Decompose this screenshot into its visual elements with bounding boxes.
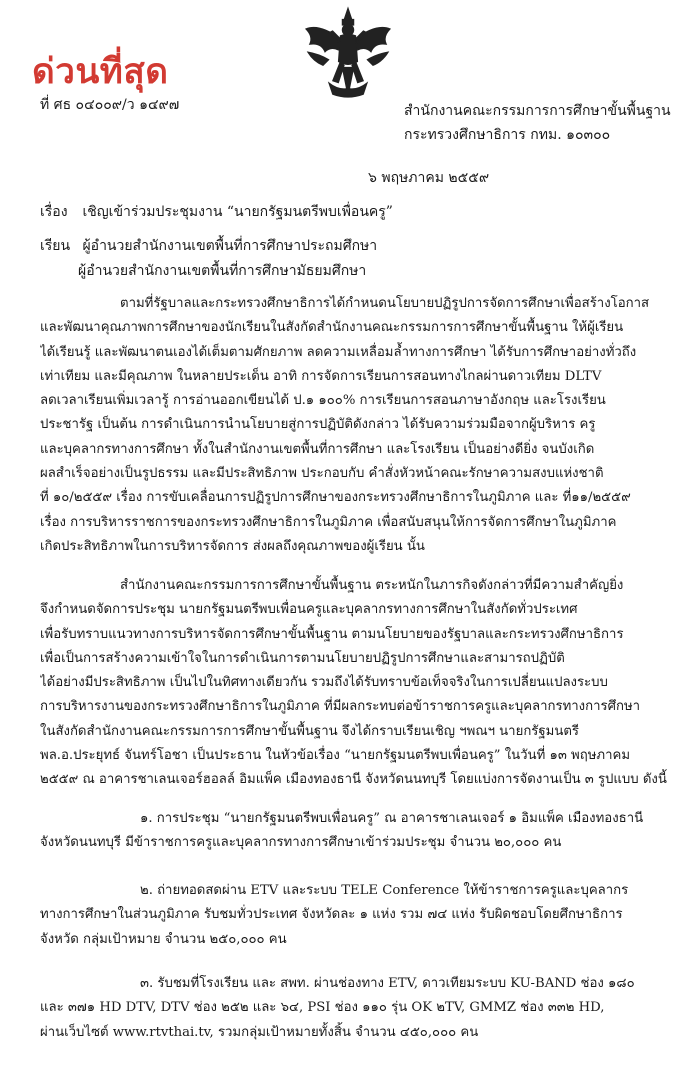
subject-row (40, 201, 393, 223)
recipient-line-1: ผู้อำนวยสำนักงานเขตพื้นที่การศึกษาประถมศึกษา (82, 238, 378, 254)
paragraph-line: จึงกำหนดจัดการประชุม นายกรัฐมนตรีพบเพื่อนครูและบุคลากรทางการศึกษาในสังกัดทั่วประเทศ (40, 602, 578, 618)
paragraph-line: เพื่อเป็นการสร้างความเข้าใจในการดำเนินการตามนโยบายปฏิรูปการศึกษาและสามารถปฏิบัติ (40, 650, 565, 666)
paragraph-line: และบุคลากรทางการศึกษา ทั้งในสำนักงานเขตพื้นที่การศึกษา และโรงเรียน เป็นอย่างดียิ่ง จนบังเกิด (40, 441, 595, 457)
paragraph-line: ได้อย่างมีประสิทธิภาพ เป็นไปในทิศทางเดียวกัน รวมถึงได้รับทราบข้อเท็จจริงในการเปลี่ยนแปลงระบบ (40, 675, 608, 691)
urgency-stamp: ด่วนที่สุด (32, 52, 169, 92)
list-item-line: และ ๓๗๑ HD DTV, DTV ช่อง ๒๕๒ และ ๖๔, PSI ช่อง ๑๑๐ รุ่น OK ๒TV, GMMZ ช่อง ๓๓๒ HD, (40, 1000, 605, 1016)
body-paragraph-1 (40, 292, 672, 559)
list-item-line: ทางการศึกษาในส่วนภูมิภาค รับชมทั่วประเทศ จังหวัดละ ๑ แห่ง รวม ๗๔ แห่ง รับผิดชอบโดยศึกษาธิการ (40, 907, 623, 923)
paragraph-line: ตามที่รัฐบาลและกระทรวงศึกษาธิการได้กำหนดนโยบายปฏิรูปการจัดการศึกษาเพื่อสร้างโอกาส (120, 296, 650, 311)
paragraph-line: ที่ ๑๐/๒๕๕๙ เรื่อง การขับเคลื่อนการปฏิรูปการศึกษาของกระทรวงศึกษาธิการในภูมิภาค และ ที่๑๑/๒๕๕๙ (40, 490, 631, 506)
paragraph-line: เกิดประสิทธิภาพในการบริหารจัดการ ส่งผลถึงคุณภาพของผู้เรียน นั้น (40, 538, 425, 554)
recipient-row (40, 235, 377, 257)
paragraph-line: พล.อ.ประยุทธ์ จันทร์โอชา เป็นประธาน ในหัวข้อเรื่อง “นายกรัฐมนตรีพบเพื่อนครู” ในวันที่ ๑๓ พฤษภาคม (40, 748, 631, 764)
paragraph-line: และพัฒนาคุณภาพการศึกษาของนักเรียนในสังกัดสำนักงานคณะกรรมการการศึกษาขั้นพื้นฐาน ให้ผู้เรียน (40, 320, 624, 336)
list-item-3 (40, 972, 672, 1045)
paragraph-line: สำนักงานคณะกรรมการการศึกษาขั้นพื้นฐาน ตระหนักในภารกิจดังกล่าวที่มีความสำคัญยิ่ง (120, 578, 624, 593)
paragraph-line: เรื่อง การบริหารราชการของกระทรวงศึกษาธิการในภูมิภาค เพื่อสนับสนุนให้การจัดการศึกษาในภูมิภาค (40, 514, 617, 530)
paragraph-line: ลดเวลาเรียนเพิ่มเวลารู้ การอ่านออกเขียนได้ ป.๑ ๑๐๐% การเรียนการสอนภาษาอังกฤษ และโรงเรียน (40, 393, 606, 409)
paragraph-line: เท่าเทียม และมีคุณภาพ ในหลายประเด็น อาทิ การจัดการเรียนการสอนทางไกลผ่านดาวเทียม DLTV (40, 368, 602, 384)
list-item-line: ผ่านเว็บไซต์ www.rtvthai.tv, รวมกลุ่มเป้าหมายทั้งสิ้น จำนวน ๔๕๐,๐๐๐ คน (40, 1024, 479, 1040)
agency-location: กระทรวงศึกษาธิการ กทม. ๑๐๓๐๐ (404, 127, 611, 143)
paragraph-line: ประชารัฐ เป็นต้น การดำเนินการนำนโยบายสู่การปฏิบัติดังกล่าว ได้รับความร่วมมือจากผู้บริหาร ครู (40, 417, 596, 433)
list-item-2 (40, 879, 672, 952)
list-item-1 (40, 807, 672, 856)
paragraph-line: ผลสำเร็จอย่างเป็นรูปธรรม และมีประสิทธิภาพ ประกอบกับ คำสั่งหัวหน้าคณะรักษาความสงบแห่งชาติ (40, 466, 604, 482)
paragraph-line: การบริหารงานของกระทรวงศึกษาธิการในภูมิภาค ที่มีผลกระทบต่อข้าราชการครูและบุคลากรทางการศึกษา (40, 699, 641, 715)
agency-address (404, 99, 671, 147)
document-date: ๖ พฤษภาคม ๒๕๕๙ (368, 170, 490, 186)
paragraph-line: ในสังกัดสำนักงานคณะกรรมการการศึกษาขั้นพื้นฐาน จึงได้กราบเรียนเชิญ ฯพณฯ นายกรัฐมนตรี (40, 723, 580, 739)
subject-label: เรื่อง (40, 204, 68, 220)
list-item-line: ๑. การประชุม “นายกรัฐมนตรีพบเพื่อนครู” ณ อาคารชาเลนเจอร์ ๑ อิมแพ็ค เมืองทองธานี (140, 811, 644, 826)
recipient-line-2: ผู้อำนวยสำนักงานเขตพื้นที่การศึกษามัธยมศึกษา (78, 263, 367, 279)
body-paragraph-2 (40, 574, 672, 793)
paragraph-line: ๒๕๕๙ ณ อาคารชาเลนเจอร์ฮอลล์ อิมแพ็ค เมืองทองธานี จังหวัดนนทบุรี โดยแบ่งการจัดงานเป็น ๓ รูปแบบ ดังนี้ (40, 772, 667, 788)
agency-name: สำนักงานคณะกรรมการการศึกษาขั้นพื้นฐาน (404, 103, 671, 119)
list-item-line: ๓. รับชมที่โรงเรียน และ สพท. ผ่านช่องทาง ETV, ดาวเทียมระบบ KU-BAND ช่อง ๑๘๐ (140, 976, 635, 991)
list-item-line: จังหวัดนนทบุรี มีข้าราชการครูและบุคลากรทางการศึกษาเข้าร่วมประชุม จำนวน ๒๐,๐๐๐ คน (40, 835, 562, 851)
subject-text: เชิญเข้าร่วมประชุมงาน “นายกรัฐมนตรีพบเพื่อนครู” (82, 204, 393, 220)
list-item-line: ๒. ถ่ายทอดสดผ่าน ETV และระบบ TELE Conference ให้ข้าราชการครูและบุคลากร (140, 883, 629, 898)
list-item-line: จังหวัด กลุ่มเป้าหมาย จำนวน ๒๕๐,๐๐๐ คน (40, 931, 287, 947)
document-number: ที่ ศธ ๐๔๐๐๙/ว ๑๔๙๗ (40, 97, 180, 113)
garuda-emblem-icon (300, 4, 396, 100)
paragraph-line: เพื่อรับทราบแนวทางการบริหารจัดการศึกษาขั้นพื้นฐาน ตามนโยบายของรัฐบาลและกระทรวงศึกษาธิการ (40, 626, 624, 642)
paragraph-line: ได้เรียนรู้ และพัฒนาตนเองได้เต็มตามศักยภาพ ลดความเหลื่อมล้ำทางการศึกษา ได้รับการศึกษาอย่างทั่วถึง (40, 344, 637, 360)
recipient-label: เรียน (40, 238, 71, 254)
